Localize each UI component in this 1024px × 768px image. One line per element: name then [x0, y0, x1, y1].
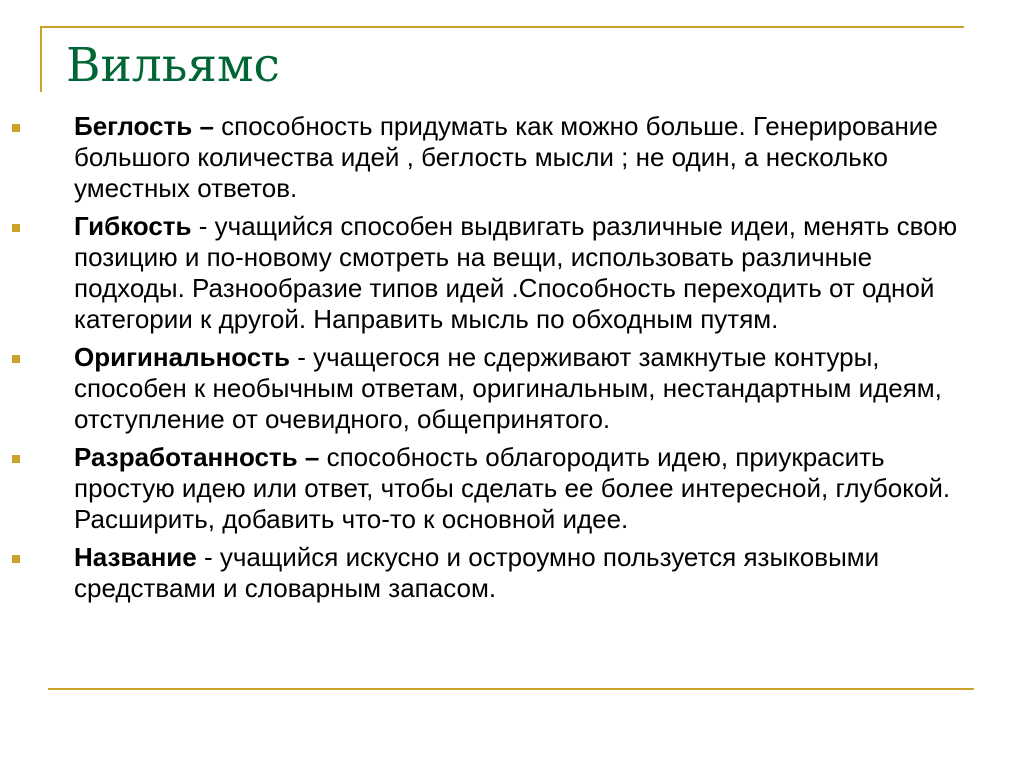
item-text: способность облагородить идею, приукрасить простую идею или ответ, чтобы сделать ее более интересной, глубокой. Расширить, добавить что-то к основной идее. — [74, 442, 951, 534]
bullet-list — [0, 111, 1024, 611]
decorative-top-line — [40, 26, 964, 28]
list-item-elaboration — [0, 442, 1024, 535]
square-bullet-icon — [12, 355, 20, 363]
list-item-naming — [0, 542, 1024, 604]
slide-title: Вильямс — [66, 38, 280, 93]
list-item-originality — [0, 342, 1024, 435]
square-bullet-icon — [12, 455, 20, 463]
item-term: Разработанность – — [74, 442, 320, 472]
decorative-left-line — [40, 26, 42, 92]
item-text: - учащегося не сдерживают замкнутые контуры, способен к необычным ответам, оригинальным, нестандартным идеям, отступление от очевидного, общепринятого. — [74, 342, 942, 434]
item-text: способность придумать как можно больше. Генерирование большого количества идей , беглость мысли ; не один, а несколько уместных ответов. — [74, 111, 938, 203]
square-bullet-icon — [12, 224, 20, 232]
square-bullet-icon — [12, 555, 20, 563]
square-bullet-icon — [12, 124, 20, 132]
list-item-flexibility — [0, 211, 1024, 335]
item-term: Оригинальность — [74, 342, 290, 372]
list-item-fluency — [0, 111, 1024, 204]
item-text: - учащийся искусно и остроумно пользуется языковыми средствами и словарным запасом. — [74, 542, 880, 603]
item-term: Беглость – — [74, 111, 214, 141]
item-text: - учащийся способен выдвигать различные идеи, менять свою позицию и по-новому смотреть на вещи, использовать различные подходы. Разнообразие типов идей .Способность переходить от одной категории к другой. Направить мысль по обходным путям. — [74, 211, 958, 334]
item-term: Название — [74, 542, 197, 572]
decorative-bottom-line — [48, 688, 974, 690]
item-term: Гибкость — [74, 211, 192, 241]
